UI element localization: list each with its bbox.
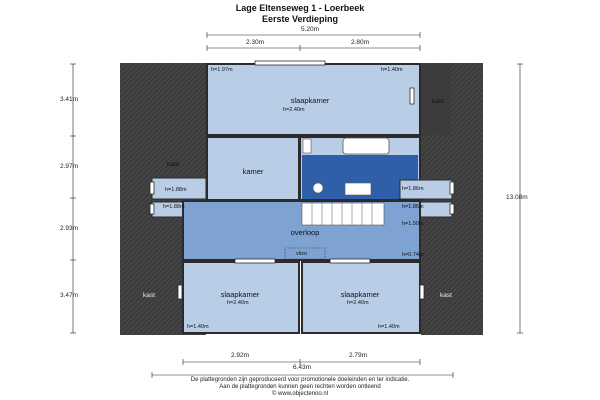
dim-bottom-left: 2.92m xyxy=(230,352,250,359)
address-title: Lage Eltenseweg 1 - Loerbeek xyxy=(235,3,365,13)
h-bottom-right: h=1.40m xyxy=(378,324,400,330)
footer-line-2: Aan de plattegronden kunnen geen rechten worden ontleend xyxy=(219,384,381,390)
h-bottom-left: h=1.40m xyxy=(187,324,209,330)
h-top-left: h=1.97m xyxy=(211,67,233,73)
staircase xyxy=(302,203,384,225)
dim-left-2: 2.97m xyxy=(60,163,79,170)
footer-line-1: De plattegronden zijn geproduceerd voor promotionele doeleinden en ter indicatie. xyxy=(190,377,410,383)
floor-title: Eerste Verdieping xyxy=(261,14,339,24)
dim-bottom-right: 2.79m xyxy=(348,352,368,359)
dim-top-total: 5.20m xyxy=(300,26,320,33)
label-kamer: kamer xyxy=(242,167,264,176)
bathtub xyxy=(343,138,389,154)
washbasin xyxy=(345,183,371,195)
h-top-right: h=1.40m xyxy=(381,67,403,73)
footer-line-3: © www.objectenoo.nl xyxy=(271,391,329,397)
h-kast-left-1: h=1.88m xyxy=(165,187,187,193)
label-kast-bottom-left: kast xyxy=(143,292,155,299)
label-kast-mid-left: kast xyxy=(167,161,179,168)
sink xyxy=(303,139,311,153)
dim-right-total: 13.08m xyxy=(506,194,528,201)
dim-left-3: 2.93m xyxy=(60,225,79,232)
label-slaapkamer-top-height: h=2.40m xyxy=(283,107,305,113)
dim-top-right: 2.80m xyxy=(350,39,370,46)
label-slaapkamer-bl: slaapkamer xyxy=(220,290,260,299)
label-vlizo: vlizo xyxy=(296,251,308,257)
label-slaapkamer-br: slaapkamer xyxy=(340,290,380,299)
label-slaapkamer-bl-height: h=2.40m xyxy=(227,300,249,306)
h-kast-left-2: h=1.88m xyxy=(163,204,185,210)
h-stair: h=1.50m xyxy=(402,221,424,227)
h-kast-right-2: h=1.86m xyxy=(402,204,424,210)
label-slaapkamer-top: slaapkamer xyxy=(290,96,330,105)
dim-left-1: 3.41m xyxy=(60,96,79,103)
toilet xyxy=(313,183,323,193)
h-overloop: h=0.74m xyxy=(402,252,424,258)
label-kast-top-right: kast xyxy=(432,98,444,105)
h-kast-right-1: h=1.86m xyxy=(402,186,424,192)
dim-left-4: 3.47m xyxy=(60,292,79,299)
dim-bottom-total: 6.43m xyxy=(292,364,312,371)
label-kast-bottom-right: kast xyxy=(440,292,452,299)
label-slaapkamer-br-height: h=2.40m xyxy=(347,300,369,306)
dim-top-left: 2.30m xyxy=(245,39,265,46)
label-overloop: overloop xyxy=(290,228,320,237)
